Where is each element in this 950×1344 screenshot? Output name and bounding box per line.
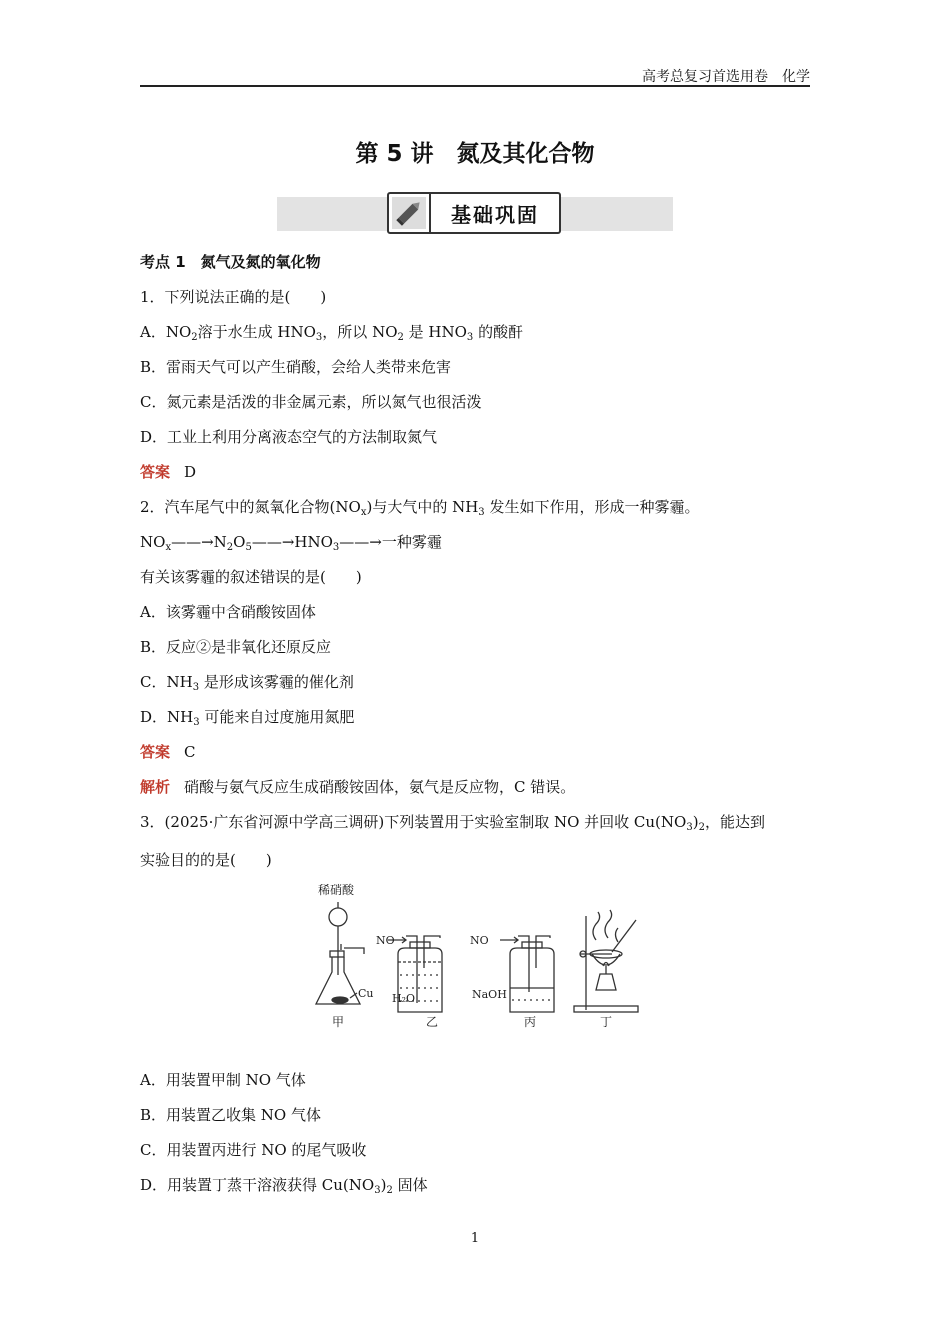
q2-stem: 2．汽车尾气中的氮氧化合物$(NO_x)$与大气中的 $NH_3$ 发生如下作用，形成一种雾霾。 bbox=[140, 498, 700, 518]
q1-stem: 1．下列说法正确的是( ) bbox=[140, 288, 327, 306]
q2-answer: 答案 C bbox=[140, 743, 196, 761]
apparatus-1-label: 甲 bbox=[332, 1015, 345, 1029]
q1-option-d: D．工业上利用分离液态空气的方法制取氮气 bbox=[140, 428, 438, 446]
apparatus-4-label: 丁 bbox=[600, 1015, 613, 1029]
q1-option-b: B．雷雨天气可以产生硝酸，会给人类带来危害 bbox=[140, 358, 452, 376]
apparatus-jia bbox=[316, 902, 364, 1004]
apparatus-figure bbox=[300, 880, 660, 1030]
running-header: 高考总复习首选用卷 化学 bbox=[642, 69, 810, 85]
q3-stem-line1: 3．(2025·广东省河源中学高三调研)下列装置用于实验室制取 NO 并回收 $Cu(NO_3)_2$，能达到 bbox=[140, 813, 765, 833]
q3-option-c: C．用装置丙进行 NO 的尾气吸收 bbox=[140, 1141, 367, 1159]
banner-label: 基础巩固 bbox=[451, 203, 539, 227]
q2-option-c: C．$NH_3$ 是形成该雾霾的催化剂 bbox=[140, 673, 354, 693]
q2-analysis: 解析 硝酸与氨气反应生成硝酸铵固体，氨气是反应物，C 错误。 bbox=[140, 778, 576, 796]
section-heading: 考点 1 氮气及氮的氧化物 bbox=[140, 253, 321, 271]
apparatus-ding bbox=[574, 910, 638, 1012]
q3-option-b: B．用装置乙收集 NO 气体 bbox=[140, 1106, 321, 1124]
lesson-title: 第 5 讲 氮及其化合物 bbox=[355, 141, 595, 167]
apparatus-3-label: 丙 bbox=[524, 1015, 537, 1029]
acid-label: 稀硝酸 bbox=[318, 883, 355, 897]
q2-reaction-chain: $NO_x——\to N_2O_5——\to HNO_3——\to$一种雾霾 bbox=[140, 533, 442, 553]
apparatus-drawing bbox=[300, 880, 660, 1030]
q2-option-b: B．反应②是非氧化还原反应 bbox=[140, 638, 332, 656]
banner-box bbox=[387, 192, 561, 234]
q3-option-d: D．用装置丁蒸干溶液获得 $Cu(NO_3)_2$ 固体 bbox=[140, 1176, 428, 1196]
q2-question: 有关该雾霾的叙述错误的是( ) bbox=[140, 568, 362, 586]
answer-label: 答案 bbox=[140, 743, 171, 761]
q1-option-a: A．$NO_2$溶于水生成 $HNO_3$，所以 $NO_2$ 是 $HNO_3$ 的酸酐 bbox=[140, 323, 524, 343]
apparatus-bing bbox=[500, 936, 554, 1012]
answer-label: 答案 bbox=[140, 463, 171, 481]
q2-option-d: D．$NH_3$ 可能来自过度施用氮肥 bbox=[140, 708, 355, 728]
q1-answer: 答案 D bbox=[140, 463, 197, 481]
no-label-2: NO bbox=[470, 934, 489, 947]
q1-option-c: C．氮元素是活泼的非金属元素，所以氮气也很活泼 bbox=[140, 393, 482, 411]
header-rule bbox=[140, 85, 810, 87]
naoh-label: NaOH bbox=[472, 988, 507, 1001]
cu-label: Cu bbox=[358, 987, 374, 1000]
no-label-1: NO bbox=[376, 934, 395, 947]
pencil-icon bbox=[389, 194, 431, 232]
q3-option-a: A．用装置甲制 NO 气体 bbox=[140, 1071, 306, 1089]
section-banner bbox=[277, 197, 673, 231]
page-number: 1 bbox=[470, 1231, 480, 1246]
apparatus-2-label: 乙 bbox=[426, 1015, 439, 1029]
q3-stem-line2: 实验目的的是( ) bbox=[140, 851, 272, 869]
q2-option-a: A．该雾霾中含硝酸铵固体 bbox=[140, 603, 316, 621]
analysis-label: 解析 bbox=[140, 778, 171, 796]
water-label: H₂O bbox=[392, 992, 416, 1005]
